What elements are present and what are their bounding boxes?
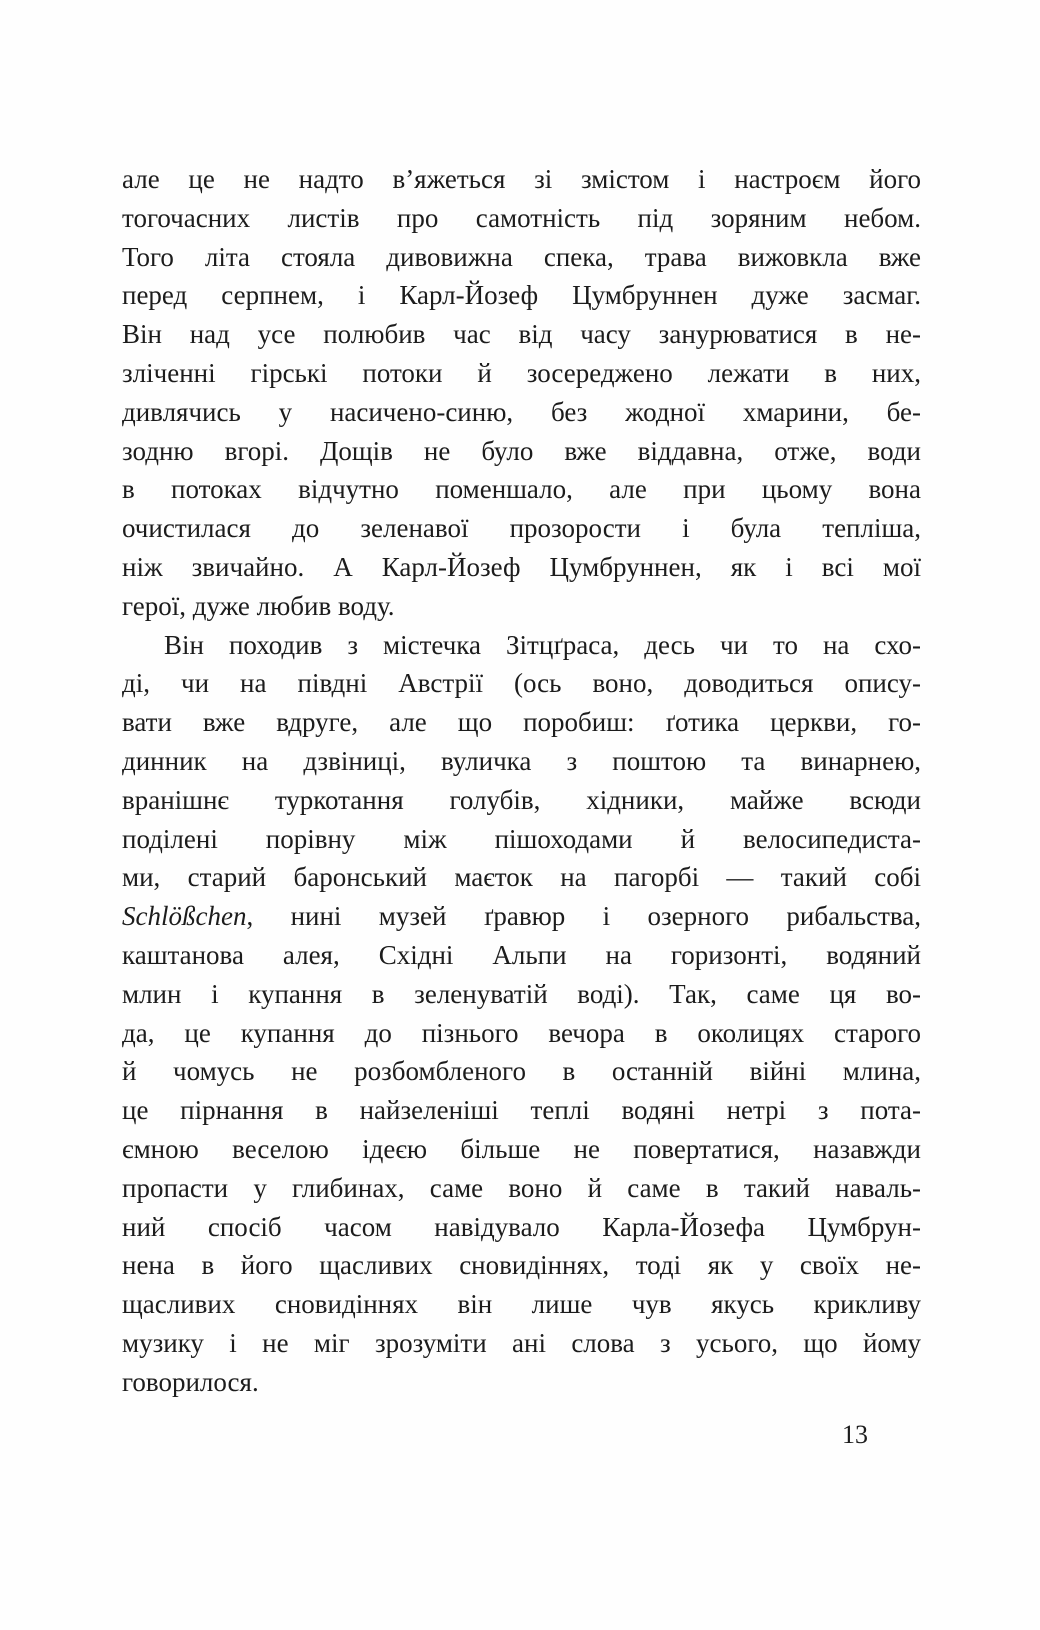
text-line bbox=[122, 742, 921, 781]
text-segment: зодню вгорі. Дощів не було вже віддавна, отже, води bbox=[122, 435, 921, 466]
text-segment: зліченні гірські потоки й зосереджено лежати в них, bbox=[122, 357, 921, 388]
text-segment: тогочасних листів про самотність під зоряним небом. bbox=[122, 202, 921, 233]
text-segment: це пірнання в найзеленіші теплі водяні нетрі з пота- bbox=[122, 1095, 921, 1126]
text-line bbox=[122, 1324, 921, 1363]
text-segment: нена в його щасливих сновидіннях, тоді як у своїх не- bbox=[122, 1250, 921, 1281]
text-line bbox=[122, 1130, 921, 1169]
page-number: 13 bbox=[842, 1420, 868, 1449]
text-line bbox=[122, 1014, 921, 1053]
text-line bbox=[122, 276, 921, 315]
text-segment: ємною веселою ідеєю більше не повертатися, назавжди bbox=[122, 1133, 921, 1164]
text-segment: Він над усе полюбив час від часу занурюватися в не- bbox=[122, 319, 921, 350]
text-line bbox=[122, 936, 921, 975]
italic-foreign-word: Schlößchen bbox=[122, 901, 247, 932]
text-segment: але це не надто в’яжеться зі змістом і настроєм його bbox=[122, 164, 921, 194]
text-segment: вати вже вдруге, але що поробиш: ґотика церкви, го- bbox=[122, 707, 921, 738]
text-line bbox=[122, 1169, 921, 1208]
text-segment: герої, дуже любив воду. bbox=[122, 590, 395, 621]
text-segment: дивлячись у насичено-синю, без жодної хмарини, бе- bbox=[122, 396, 921, 427]
paragraph bbox=[122, 626, 921, 1402]
text-segment: говорилося. bbox=[122, 1366, 259, 1397]
text-line bbox=[122, 858, 921, 897]
text-segment: млин і купання в зеленуватій воді). Так, саме ця во- bbox=[122, 978, 921, 1009]
text-segment: ний спосіб часом навідувало Карла-Йозефа Цумбрун- bbox=[122, 1211, 921, 1242]
text-line bbox=[122, 1091, 921, 1130]
text-line bbox=[122, 1363, 921, 1402]
text-segment: вранішнє туркотання голубів, хідники, майже всюди bbox=[122, 784, 921, 815]
text-segment: ніж звичайно. А Карл-Йозеф Цумбруннен, як і всі мої bbox=[122, 551, 921, 582]
text-line bbox=[122, 509, 921, 548]
text-segment: Він походив з містечка Зітцґраса, десь чи то на схо- bbox=[164, 629, 921, 660]
text-line bbox=[122, 1052, 921, 1091]
text-segment: музику і не міг зрозуміти ані слова з усього, що йому bbox=[122, 1327, 921, 1358]
text-line bbox=[122, 238, 921, 277]
text-line bbox=[122, 626, 921, 665]
text-segment: ми, старий баронський маєток на пагорбі — такий собі bbox=[122, 862, 921, 893]
text-segment: Того літа стояла дивовижна спека, трава вижовкла вже bbox=[122, 241, 921, 272]
text-line bbox=[122, 470, 921, 509]
text-line bbox=[122, 587, 921, 626]
text-line bbox=[122, 820, 921, 859]
text-segment: каштанова алея, Східні Альпи на горизонті, водяний bbox=[122, 939, 921, 970]
text-line bbox=[122, 703, 921, 742]
text-segment: очистилася до зеленавої прозорости і була тепліша, bbox=[122, 513, 921, 544]
text-line bbox=[122, 897, 921, 936]
text-line bbox=[122, 1285, 921, 1324]
text-segment: й чомусь не розбомбленого в останній війні млина, bbox=[122, 1056, 921, 1087]
text-line bbox=[122, 393, 921, 432]
text-line bbox=[122, 1208, 921, 1247]
text-column bbox=[122, 160, 921, 1402]
text-line bbox=[122, 548, 921, 587]
text-segment: перед серпнем, і Карл-Йозеф Цумбруннен дуже засмаг. bbox=[122, 280, 921, 311]
text-segment: щасливих сновидіннях він лише чув якусь крикливу bbox=[122, 1289, 921, 1320]
text-line bbox=[122, 315, 921, 354]
text-line bbox=[122, 781, 921, 820]
text-segment: в потоках відчутно поменшало, але при цьому вона bbox=[122, 474, 921, 505]
text-segment: да, це купання до пізнього вечора в околицях старого bbox=[122, 1017, 921, 1048]
text-line bbox=[122, 432, 921, 471]
paragraph bbox=[122, 160, 921, 626]
text-segment: пропасти у глибинах, саме воно й саме в такий наваль- bbox=[122, 1172, 921, 1203]
text-segment: ді, чи на півдні Австрії (ось воно, доводиться опису- bbox=[122, 668, 921, 699]
text-line bbox=[122, 354, 921, 393]
text-line bbox=[122, 1246, 921, 1285]
text-segment: динник на дзвіниці, вуличка з поштою та винарнею, bbox=[122, 745, 921, 776]
text-segment: поділені порівну між пішоходами й велосипедиста- bbox=[122, 823, 921, 854]
text-segment: , нині музей ґравюр і озерного рибальства, bbox=[246, 901, 921, 932]
text-line bbox=[122, 664, 921, 703]
text-line bbox=[122, 160, 921, 199]
text-line bbox=[122, 975, 921, 1014]
text-line bbox=[122, 199, 921, 238]
